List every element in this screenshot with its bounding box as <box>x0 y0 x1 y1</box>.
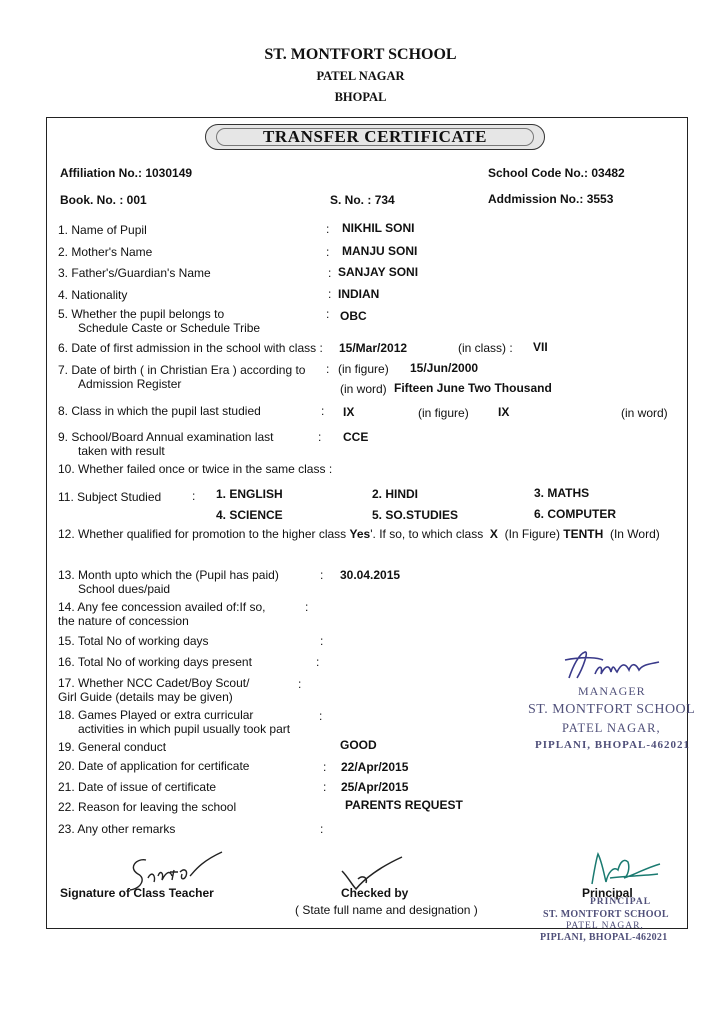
item-13-colon: : <box>320 568 324 582</box>
item-23-colon: : <box>320 822 324 836</box>
item-13-label: 13. Month upto which the (Pupil has paid) <box>58 568 279 582</box>
first-admission-date: 15/Mar/2012 <box>339 341 408 355</box>
item-11-label: 11. Subject Studied <box>58 490 162 504</box>
item-6-label: 6. Date of first admission in the school with class : <box>58 341 323 355</box>
item-17-colon: : <box>298 677 302 691</box>
father-name: SANJAY SONI <box>338 265 419 279</box>
item-5-label-cont: Schedule Caste or Schedule Tribe <box>78 321 261 335</box>
last-class-word-label: (in word) <box>621 406 668 420</box>
manager-stamp-area: PATEL NAGAR, <box>562 721 661 735</box>
certificate-title: TRANSFER CERTIFICATE <box>262 127 488 146</box>
item-4-label: 4. Nationality <box>58 288 128 302</box>
item-9-label-cont: taken with result <box>78 444 165 458</box>
book-number: Book. No. : 001 <box>60 193 147 207</box>
item-7-label: 7. Date of birth ( in Christian Era ) according to <box>58 363 306 377</box>
item-11-colon: : <box>192 489 196 503</box>
item-9-colon: : <box>318 430 322 444</box>
item-7-colon: : <box>326 362 330 376</box>
leaving-reason: PARENTS REQUEST <box>345 798 463 812</box>
school-city: BHOPAL <box>334 90 387 104</box>
last-class-word: IX <box>498 405 510 419</box>
dob-figure-label: (in figure) <box>338 362 389 376</box>
subject-5: 5. SO.STUDIES <box>372 508 459 522</box>
item-22-label: 22. Reason for leaving the school <box>58 800 237 814</box>
item-3-colon: : <box>328 266 332 280</box>
exam-result: CCE <box>343 430 369 444</box>
certificate-title-banner <box>205 124 545 150</box>
affiliation: Affiliation No.: 1030149 <box>60 166 193 180</box>
item-15-label: 15. Total No of working days <box>58 634 209 648</box>
caste-category: OBC <box>340 309 367 323</box>
pupil-name: NIKHIL SONI <box>342 221 415 235</box>
manager-stamp-school: ST. MONTFORT SCHOOL <box>528 702 696 717</box>
manager-signature <box>555 648 665 684</box>
checked-by-label: Checked by <box>341 886 409 900</box>
principal-label: Principal <box>582 886 633 900</box>
manager-stamp-title: MANAGER <box>578 684 646 698</box>
dues-paid-upto: 30.04.2015 <box>340 568 401 582</box>
last-class: IX <box>343 405 355 419</box>
admission-number: Addmission No.: 3553 <box>488 192 614 206</box>
school-area: PATEL NAGAR <box>316 69 405 83</box>
item-18-colon: : <box>319 709 323 723</box>
item-1-label: 1. Name of Pupil <box>58 223 147 237</box>
item-14-label: 14. Any fee concession availed of:If so, <box>58 600 266 614</box>
principal-stamp-address: PIPLANI, BHOPAL-462021 <box>540 932 668 943</box>
application-date: 22/Apr/2015 <box>341 760 409 774</box>
class-teacher-label: Signature of Class Teacher <box>60 886 214 900</box>
principal-signature <box>584 848 664 888</box>
item-8-label: 8. Class in which the pupil last studied <box>58 404 261 418</box>
item-21-label: 21. Date of issue of certificate <box>58 780 217 794</box>
item-3-label: 3. Father's/Guardian's Name <box>58 266 211 280</box>
subject-2: 2. HINDI <box>372 487 419 501</box>
item-19-label: 19. General conduct <box>58 740 167 754</box>
item-18-label: 18. Games Played or extra curricular <box>58 708 254 722</box>
subject-3: 3. MATHS <box>534 486 590 500</box>
subject-6: 6. COMPUTER <box>534 507 617 521</box>
principal-stamp-area: PATEL NAGAR, <box>566 921 644 931</box>
item-20-colon: : <box>323 760 327 774</box>
item-14-colon: : <box>305 600 309 614</box>
admission-class: VII <box>533 340 548 354</box>
dob-figure: 15/Jun/2000 <box>410 361 479 375</box>
item-15-colon: : <box>320 634 324 648</box>
principal-stamp-title: PRINCIPAL <box>590 897 652 907</box>
item-5-label: 5. Whether the pupil belongs to <box>58 307 225 321</box>
item-17-label: 17. Whether NCC Cadet/Boy Scout/ <box>58 676 250 690</box>
item-17-label-cont: Girl Guide (details may be given) <box>58 690 233 704</box>
dob-word-label: (in word) <box>340 382 387 396</box>
mother-name: MANJU SONI <box>342 244 418 258</box>
dob-word: Fifteen June Two Thousand <box>394 381 552 395</box>
item-13-label-cont: School dues/paid <box>78 582 171 596</box>
item-10-label: 10. Whether failed once or twice in the same class : <box>58 462 333 476</box>
item-8-colon: : <box>321 404 325 418</box>
item-9-label: 9. School/Board Annual examination last <box>58 430 274 444</box>
item-4-colon: : <box>328 287 332 301</box>
serial-number: S. No. : 734 <box>330 193 395 207</box>
checked-by-note: ( State full name and designation ) <box>295 903 478 917</box>
subject-4: 4. SCIENCE <box>216 508 283 522</box>
last-class-figure-label: (in figure) <box>418 406 469 420</box>
in-class-label: (in class) : <box>458 341 513 355</box>
item-2-colon: : <box>326 245 330 259</box>
item-16-colon: : <box>316 655 320 669</box>
item-12-text: 12. Whether qualified for promotion to the higher class Yes'. If so, to which class X (In Figure) TENTH (In Word) <box>58 527 660 541</box>
item-1-colon: : <box>326 222 330 236</box>
issue-date: 25/Apr/2015 <box>341 780 409 794</box>
item-7-label-cont: Admission Register <box>78 377 182 391</box>
manager-stamp-address: PIPLANI, BHOPAL-462021 <box>535 739 691 751</box>
school-name: ST. MONTFORT SCHOOL <box>264 46 457 63</box>
item-16-label: 16. Total No of working days present <box>58 655 252 669</box>
item-23-label: 23. Any other remarks <box>58 822 176 836</box>
item-21-colon: : <box>323 780 327 794</box>
item-14-label-cont: the nature of concession <box>58 614 189 628</box>
nationality: INDIAN <box>338 287 380 301</box>
school-code: School Code No.: 03482 <box>488 166 625 180</box>
principal-stamp-school: ST. MONTFORT SCHOOL <box>543 909 669 920</box>
item-20-label: 20. Date of application for certificate <box>58 759 250 773</box>
item-2-label: 2. Mother's Name <box>58 245 153 259</box>
item-5-colon: : <box>326 307 330 321</box>
subject-1: 1. ENGLISH <box>216 487 283 501</box>
item-18-label-cont: activities in which pupil usually took part <box>78 722 291 736</box>
general-conduct: GOOD <box>340 738 377 752</box>
